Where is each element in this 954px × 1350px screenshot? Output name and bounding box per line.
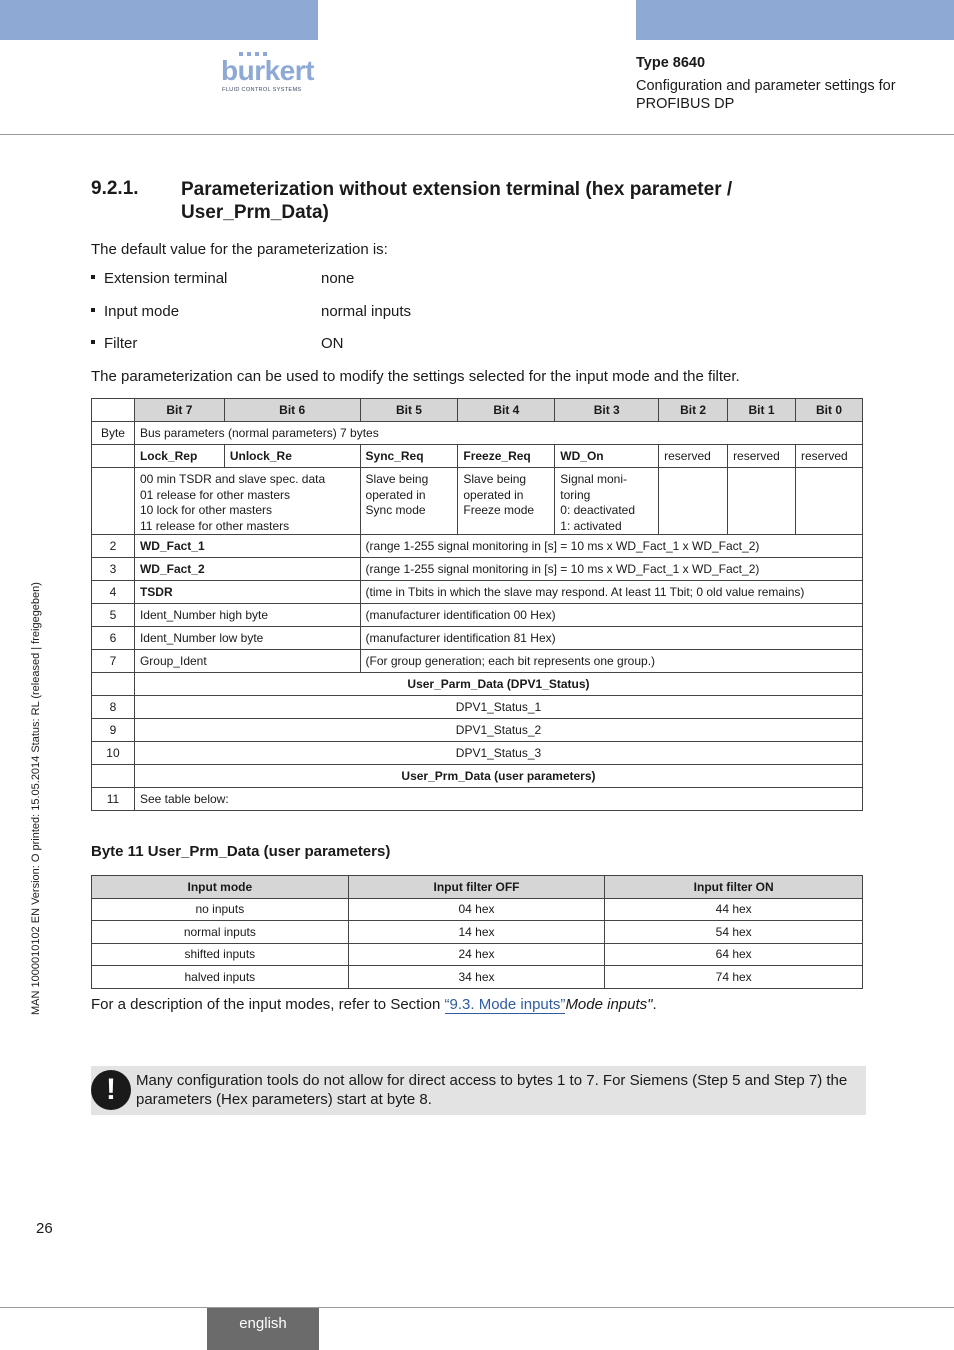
- bus-params-cell: Bus parameters (normal parameters) 7 bytes: [134, 422, 862, 445]
- empty-cell: [796, 468, 863, 535]
- param-name: WD_Fact_1: [134, 535, 360, 558]
- byte-number: 6: [92, 627, 135, 650]
- empty-cell: [659, 468, 728, 535]
- bit-header: Bit 3: [555, 399, 659, 422]
- desc-suffix: .: [652, 996, 657, 1013]
- sync-desc-cell: [360, 468, 458, 535]
- byte-cell: [92, 445, 135, 468]
- param-desc: (range 1-255 signal monitoring in [s] = 10 ms x WD_Fact_1 x WD_Fact_2): [360, 558, 862, 581]
- byte-cell: [92, 765, 135, 788]
- logo-subtitle: FLUID CONTROL SYSTEMS: [222, 87, 302, 93]
- desc-prefix: For a description of the input modes, refer to Section: [91, 996, 445, 1013]
- dpv1-status: DPV1_Status_1: [134, 696, 862, 719]
- dpv1-status: DPV1_Status_2: [134, 719, 862, 742]
- desc-line: 01 release for other masters: [139, 487, 291, 502]
- mode-description: [91, 996, 657, 1013]
- header-bar-left: [0, 0, 318, 40]
- doc-type: Type 8640: [636, 55, 706, 71]
- byte-number: 4: [92, 581, 135, 604]
- byte-cell: [92, 673, 135, 696]
- desc-line: operated in: [463, 487, 524, 502]
- desc-line: 11 release for other masters: [139, 518, 290, 533]
- table-cell: 64 hex: [605, 943, 863, 966]
- byte-number: 3: [92, 558, 135, 581]
- desc-line: Slave being: [365, 472, 429, 486]
- table-cell: 44 hex: [605, 898, 863, 921]
- section-link[interactable]: “9.3. Mode inputs”: [444, 996, 566, 1013]
- table-cell: no inputs: [92, 898, 349, 921]
- table-cell: 14 hex: [348, 921, 605, 944]
- bit-name: reserved: [659, 445, 728, 468]
- param-name: Ident_Number low byte: [134, 627, 360, 650]
- column-header: Input filter OFF: [348, 876, 605, 899]
- exclamation-icon: !: [91, 1070, 131, 1110]
- default-value: normal inputs: [321, 303, 412, 320]
- table-cell: 54 hex: [605, 921, 863, 944]
- byte-number: 5: [92, 604, 135, 627]
- param-desc: (manufacturer identification 81 Hex): [360, 627, 862, 650]
- footer-language: english: [207, 1308, 319, 1350]
- desc-line: Signal moni-: [560, 472, 627, 486]
- table-cell: 04 hex: [348, 898, 605, 921]
- bit-header: Bit 4: [458, 399, 555, 422]
- column-header: Input mode: [92, 876, 349, 899]
- desc-line: 1: activated: [560, 518, 622, 533]
- default-label: Input mode: [104, 303, 180, 320]
- bit-name: reserved: [728, 445, 796, 468]
- freeze-desc-cell: [458, 468, 555, 535]
- byte-number: 7: [92, 650, 135, 673]
- burkert-logo: [221, 52, 321, 98]
- doc-subtitle: Configuration and parameter settings for PROFIBUS DP: [636, 78, 896, 112]
- page-number: 26: [36, 1220, 53, 1237]
- param-desc: (time in Tbits in which the slave may respond. At least 11 Tbit; 0 old value remains): [360, 581, 862, 604]
- byte-label: Byte: [92, 422, 135, 445]
- bit-name: Lock_Rep: [134, 445, 224, 468]
- desc-line: toring: [560, 487, 591, 502]
- note-box: [91, 1066, 866, 1115]
- footer-divider: [0, 1307, 954, 1308]
- empty-cell: [728, 468, 796, 535]
- header-bar-right: [636, 0, 954, 40]
- param-name: TSDR: [134, 581, 360, 604]
- default-label: Extension terminal: [104, 270, 228, 287]
- desc-line: Slave being: [463, 472, 527, 486]
- bit-name: WD_On: [555, 445, 659, 468]
- bit-header: Bit 0: [796, 399, 863, 422]
- bit-name: Sync_Req: [360, 445, 458, 468]
- param-name: Ident_Number high byte: [134, 604, 360, 627]
- table-cell: normal inputs: [92, 921, 349, 944]
- logo-word: burkert: [221, 55, 314, 86]
- bullet-icon: [91, 308, 95, 312]
- bit-header: Bit 5: [360, 399, 458, 422]
- table-cell: 34 hex: [348, 966, 605, 989]
- desc-line: Freeze mode: [463, 503, 535, 517]
- bullet-icon: [91, 340, 95, 344]
- desc-line: 10 lock for other masters: [139, 503, 273, 517]
- byte-number: 2: [92, 535, 135, 558]
- desc-italic: Mode inputs": [565, 996, 653, 1013]
- bit-header: Bit 2: [659, 399, 728, 422]
- bit-header: Bit 1: [728, 399, 796, 422]
- bit-name: Unlock_Re: [224, 445, 360, 468]
- byte-number: 11: [92, 788, 135, 811]
- intro2-text: The parameterization can be used to modify the settings selected for the input mode and the filter.: [91, 368, 740, 385]
- table-row: [92, 898, 863, 921]
- byte-cell: [92, 468, 135, 535]
- section-number: 9.2.1.: [91, 178, 139, 199]
- wd-desc-cell: [555, 468, 659, 535]
- default-value: none: [321, 270, 355, 287]
- bit-name: Freeze_Req: [458, 445, 555, 468]
- table-cell: halved inputs: [92, 966, 349, 989]
- see-below-cell: See table below:: [134, 788, 862, 811]
- intro-text: The default value for the parameterization is:: [91, 241, 388, 258]
- default-item: [91, 303, 591, 320]
- bit-header: Bit 7: [134, 399, 224, 422]
- table-row: [92, 966, 863, 989]
- column-header: Input filter ON: [605, 876, 863, 899]
- user-params-heading: User_Prm_Data (user parameters): [134, 765, 862, 788]
- default-item: [91, 270, 591, 287]
- table-cell: 74 hex: [605, 966, 863, 989]
- bit-header: Bit 6: [224, 399, 360, 422]
- side-print-info: MAN 1000010102 EN Version: O printed: 15.05.2014 Status: RL (released | freigegeben): [30, 582, 42, 1015]
- byte-number: 9: [92, 719, 135, 742]
- note-text: Many configuration tools do not allow for direct access to bytes 1 to 7. For Siemens (Step 5 and Step 7) the parameters (Hex parameters) start at byte 8.: [136, 1072, 848, 1108]
- default-label: Filter: [104, 335, 138, 352]
- param-desc: (For group generation; each bit represents one group.): [360, 650, 862, 673]
- table-cell: shifted inputs: [92, 943, 349, 966]
- parameter-table: [91, 398, 863, 811]
- table-row: [92, 943, 863, 966]
- user-prm-table: [91, 875, 863, 989]
- param-name: WD_Fact_2: [134, 558, 360, 581]
- param-name: Group_Ident: [134, 650, 360, 673]
- dpv1-heading: User_Parm_Data (DPV1_Status): [134, 673, 862, 696]
- bullet-icon: [91, 275, 95, 279]
- table-row: [92, 921, 863, 944]
- byte-number: 8: [92, 696, 135, 719]
- desc-line: 0: deactivated: [560, 503, 635, 517]
- byte-number: 10: [92, 742, 135, 765]
- table-cell: 24 hex: [348, 943, 605, 966]
- desc-line: Sync mode: [365, 503, 426, 517]
- lock-desc-cell: [134, 468, 360, 535]
- default-value: ON: [321, 335, 344, 352]
- header-divider: [0, 134, 954, 135]
- param-desc: (range 1-255 signal monitoring in [s] = 10 ms x WD_Fact_1 x WD_Fact_2): [360, 535, 862, 558]
- dpv1-status: DPV1_Status_3: [134, 742, 862, 765]
- desc-line: 00 min TSDR and slave spec. data: [139, 472, 326, 486]
- user-prm-heading: Byte 11 User_Prm_Data (user parameters): [91, 843, 391, 860]
- param-desc: (manufacturer identification 00 Hex): [360, 604, 862, 627]
- corner-cell: [92, 399, 135, 422]
- desc-line: operated in: [365, 487, 426, 502]
- section-title: Parameterization without extension terminal (hex parameter / User_Prm_Data): [181, 179, 733, 223]
- bit-name: reserved: [796, 445, 863, 468]
- default-item: [91, 335, 591, 352]
